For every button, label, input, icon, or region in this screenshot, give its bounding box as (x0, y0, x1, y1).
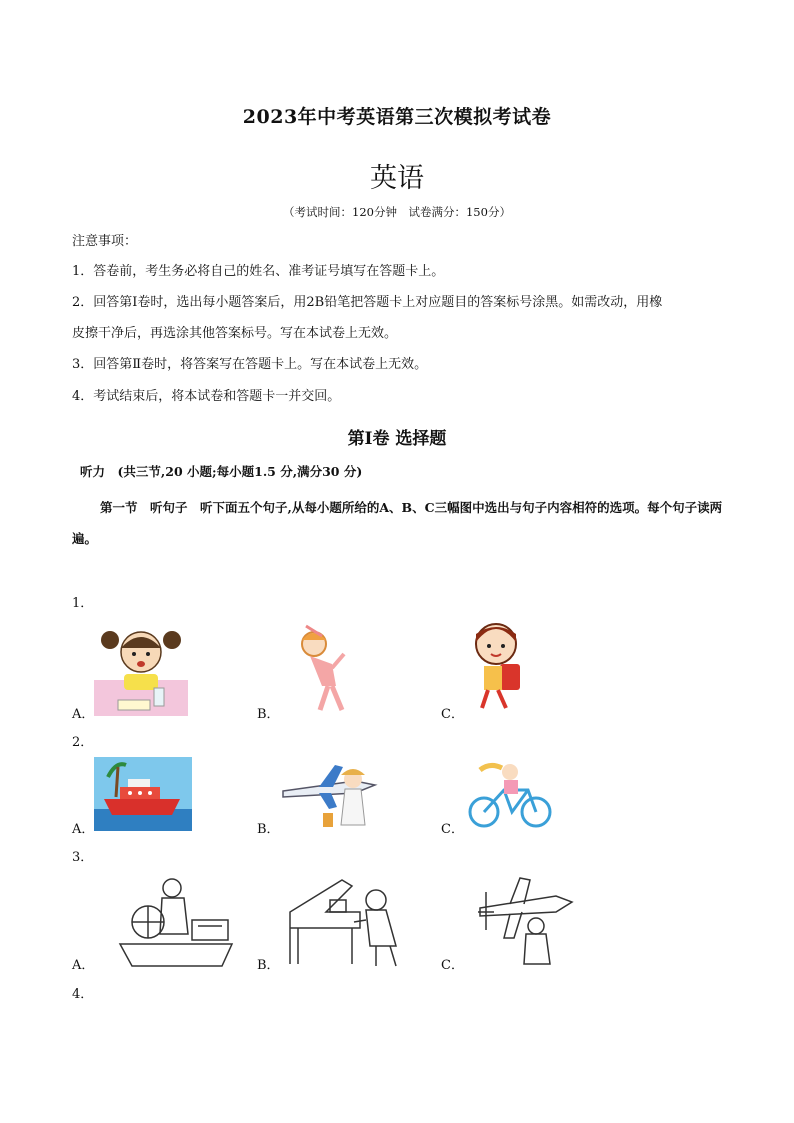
woman-with-airplane-picture (279, 759, 385, 831)
option-label-b: B． (257, 958, 280, 973)
note-item: 皮擦干净后，再选涂其他答案标号。写在本试卷上无效。 (72, 326, 398, 341)
sailor-steering-ship-picture (114, 874, 238, 968)
girl-exercising-picture (292, 624, 354, 714)
option-label-b: B． (257, 822, 280, 837)
ship-picture (94, 757, 192, 831)
note-item: 2．回答第Ⅰ卷时，选出每小题答案后，用2B铅笔把答题卡上对应题目的答案标号涂黑。如需改动，用橡 (72, 295, 663, 310)
question-number: 3． (72, 850, 94, 865)
question-number: 4． (72, 987, 94, 1002)
option-label-a: A． (72, 822, 95, 837)
exam-title: 2023年中考英语第三次模拟考试卷 (242, 106, 552, 128)
girl-riding-bicycle-picture (466, 760, 556, 830)
section-title: 第Ⅰ卷 选择题 (347, 429, 447, 449)
option-label-c: C． (441, 958, 464, 973)
option-label-c: C． (441, 822, 464, 837)
man-with-airplane-picture (476, 872, 576, 966)
option-label-a: A． (72, 707, 95, 722)
note-item: 3．回答第Ⅱ卷时，将答案写在答题卡上。写在本试卷上无效。 (72, 357, 428, 372)
girl-with-backpack-picture (470, 620, 526, 712)
option-label-a: A． (72, 958, 95, 973)
question-number: 1． (72, 596, 94, 611)
note-item: 1．答卷前，考生务必将自己的姓名、准考证号填写在答题卡上。 (72, 264, 445, 279)
exam-info: （考试时间：120分钟 试卷满分：150分） (283, 205, 511, 219)
subject-title: 英语 (370, 163, 424, 194)
part1-instructions: 第一节 听句子 听下面五个句子,从每小题所给的A、B、C三幅图中选出与句子内容相符的选项。每个句子读两遍。 (72, 500, 723, 546)
note-item: 4．考试结束后，将本试卷和答题卡一并交回。 (72, 389, 341, 404)
option-label-c: C． (441, 707, 464, 722)
option-label-b: B． (257, 707, 280, 722)
man-playing-piano-picture (286, 876, 406, 970)
girl-eating-picture (94, 622, 188, 716)
notes-heading: 注意事项： (72, 234, 138, 249)
question-number: 2． (72, 735, 94, 750)
listening-heading: 听力 (共三节,20 小题;每小题1.5 分,满分30 分) (80, 464, 363, 479)
